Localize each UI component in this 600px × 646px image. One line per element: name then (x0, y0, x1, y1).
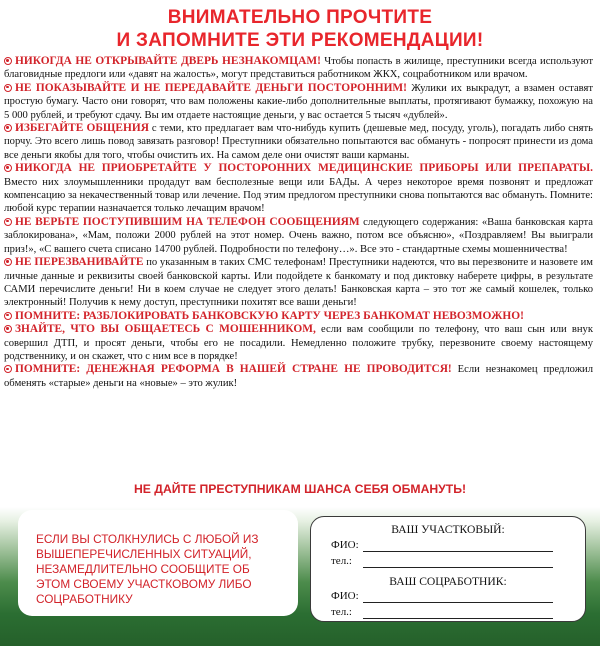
item-text: Жулики их выкрадут, а взамен оставят простую бумагу. Часто они говорят, что вам положены какие-либо дополнительные выплаты, протягивают бумажку, похожую на 5 000 рублей, и требуют сдачу. Вы им отдаете настоящие деньги, у вас остается 5 тысяч «дублей». (4, 82, 594, 121)
item-heading: ПОМНИТЕ: РАЗБЛОКИРОВАТЬ БАНКОВСКУЮ КАРТУ ЧЕРЕЗ БАНКОМАТ НЕВОЗМОЖНО! (15, 309, 524, 322)
list-item (4, 82, 593, 122)
advice-box (18, 510, 298, 616)
list-item (4, 323, 593, 363)
list-item (4, 363, 593, 390)
recommendations-list (4, 55, 593, 390)
item-text: Чтобы попасть в жилище, преступники всегда используют благовидные предлоги или «давят на жалость», могут представиться работником ЖКХ, соцработником или врачом. (4, 56, 594, 81)
item-heading: ПОМНИТЕ: ДЕНЕЖНАЯ РЕФОРМА В НАШЕЙ СТРАНЕ НЕ ПРОВОДИТСЯ! (15, 363, 452, 376)
footer-slogan: НЕ ДАЙТЕ ПРЕСТУПНИКАМ ШАНСА СЕБЯ ОБМАНУТЬ! (133, 482, 467, 496)
bullet-icon (4, 57, 12, 65)
list-item (4, 55, 593, 82)
advice-text: ЕСЛИ ВЫ СТОЛКНУЛИСЬ С ЛЮБОЙ ИЗ ВЫШЕПЕРЕЧИСЛЕННЫХ СИТУАЦИЙ, НЕЗАМЕДЛИТЕЛЬНО СООБЩИТЕ ОБ ЭТОМ СВОЕМУ УЧАСТКОВОМУ ЛИБО СОЦРАБОТНИКУ (36, 532, 259, 606)
page-title (0, 6, 600, 52)
worker-phone-field[interactable] (363, 618, 553, 619)
item-heading: НИКОГДА НЕ ПРИОБРЕТАЙТЕ У ПОСТОРОННИХ МЕДИЦИНСКИЕ ПРИБОРЫ ИЛИ ПРЕПАРАТЫ. (15, 162, 593, 175)
bullet-icon (4, 124, 12, 132)
item-text: с теми, кто предлагает вам что-нибудь купить (дешевые мед, посуду, уголь), погадать либо снять порчу. Это всего лишь повод завязать разговор! Преступники обязательно попытаются вас обмануть - попросят принести из дома все деньги якобы для того, чтобы очистить их. На самом деле они очистят ваши карманы. (4, 123, 593, 161)
title-line-1: ВНИМАТЕЛЬНО ПРОЧТИТЕ (167, 7, 433, 28)
officer-name-field[interactable] (363, 551, 553, 552)
item-text: Вместо них злоумышленники продадут вам бесполезные вещи или БАДы. А через некоторое время позвонят и предложат компенсацию за некачественный товар или лечение. Под этим предлогом преступники снова попытаются вас обмануть. Помните: любой курс терапии назначается только лечащим врачом! (4, 176, 593, 215)
list-item (4, 310, 593, 323)
bullet-icon (4, 258, 12, 266)
bullet-icon (4, 164, 12, 172)
item-heading: НИКОГДА НЕ ОТКРЫВАЙТЕ ДВЕРЬ НЕЗНАКОМЦАМ! (15, 55, 321, 67)
bullet-icon (4, 312, 12, 320)
list-item (4, 122, 593, 162)
item-heading: ИЗБЕГАЙТЕ ОБЩЕНИЯ (15, 122, 149, 135)
worker-caption: ВАШ СОЦРАБОТНИК: (389, 575, 507, 588)
bullet-icon (4, 325, 12, 333)
officer-caption: ВАШ УЧАСТКОВЫЙ: (391, 523, 505, 536)
list-item (4, 162, 593, 216)
item-text: Если незнакомец предложил обменять «старые» деньги на «новые» – это жулик! (4, 364, 593, 389)
list-item (4, 256, 593, 310)
officer-phone-label: тел.: (331, 555, 352, 567)
bullet-icon (4, 84, 12, 92)
contacts-box (310, 516, 586, 622)
item-heading: НЕ ПЕРЕЗВАНИВАЙТЕ (15, 256, 144, 269)
worker-name-field[interactable] (363, 602, 553, 603)
worker-phone-label: тел.: (331, 606, 352, 618)
title-line-2: И ЗАПОМНИТЕ ЭТИ РЕКОМЕНДАЦИИ! (116, 30, 484, 51)
item-text: следующего содержания: «Ваша банковская карта заблокирована», «Мам, положи 2000 рублей на этот номер. Очень важно, потом все объясню», «Поздравляем! Вы выиграли приз!», «С вашего счета списано 14700 рублей. Подробности по телефону…». Все это - стандартные схемы мошенничества! (4, 216, 593, 255)
worker-name-label: ФИО: (331, 590, 359, 602)
bullet-icon (4, 218, 12, 226)
item-text: если вам сообщили по телефону, что ваш сын или внук совершил ДТП, и просят деньги, чтобы его не посадили. Немедленно положите трубку, перезвоните своему настоящему родственнику, и он скажет, что с ним все в порядке! (4, 324, 593, 362)
item-heading: ЗНАЙТЕ, ЧТО ВЫ ОБЩАЕТЕСЬ С МОШЕННИКОМ, (15, 323, 316, 336)
bullet-icon (4, 365, 12, 373)
item-heading: НЕ ВЕРЬТЕ ПОСТУПИВШИМ НА ТЕЛЕФОН СООБЩЕНИЯМ (15, 215, 360, 228)
officer-phone-field[interactable] (363, 567, 553, 568)
item-text: по указанным в таких СМС телефонам! Преступники надеются, что вы перезвоните и назовете им личные данные и реквизиты своей банковской карты. Или подойдете к банкомату и под диктовку наберете цифры, в результате САМИ перечислите деньги! Ни в коем случае не следует этого делать! Банковская карта – это тот же самый кошелек, только электронный! Получив к нему доступ, преступники похитят все ваши деньги! (4, 257, 593, 309)
list-item (4, 216, 593, 256)
officer-name-label: ФИО: (331, 539, 359, 551)
item-heading: НЕ ПОКАЗЫВАЙТЕ И НЕ ПЕРЕДАВАЙТЕ ДЕНЬГИ ПОСТОРОННИМ! (15, 81, 407, 94)
